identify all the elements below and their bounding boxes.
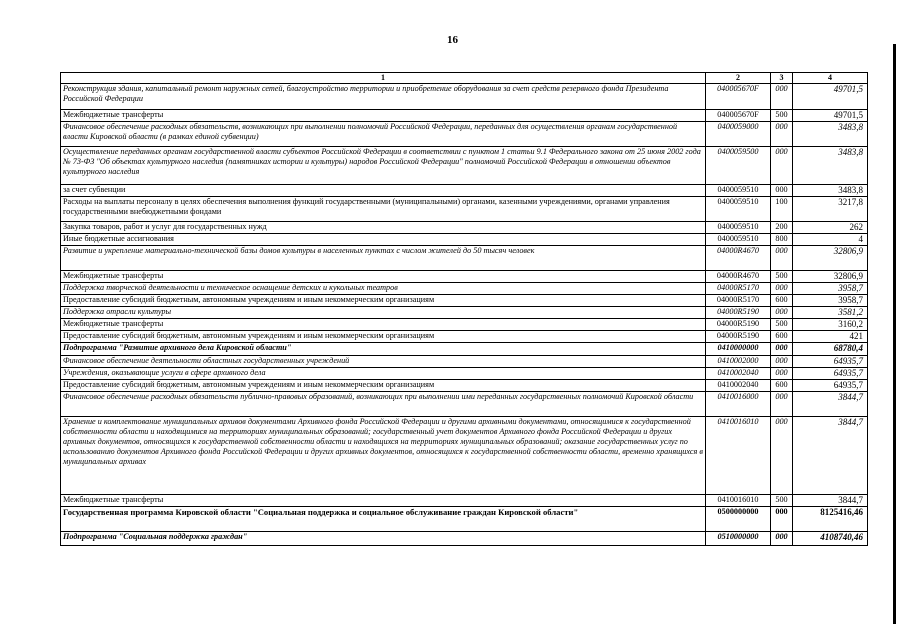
row-text: Финансовое обеспечение деятельности областных государственных учреждений: [61, 355, 706, 367]
row-text: Предоставление субсидий бюджетным, автономным учреждениям и иным некоммерческим организациям: [61, 379, 706, 391]
margin-rule: [893, 44, 896, 624]
row-vr: 000: [771, 531, 793, 545]
table-row: [61, 282, 868, 294]
table-row: [61, 245, 868, 270]
row-amount: 32806,9: [793, 270, 868, 282]
row-code: 0410002040: [706, 367, 771, 379]
table-row: [61, 531, 868, 545]
row-code: 04000R5170: [706, 282, 771, 294]
row-code: 0400059500: [706, 146, 771, 184]
row-amount: 32806,9: [793, 245, 868, 270]
row-code: 0400059000: [706, 121, 771, 146]
row-code: 04000R4670: [706, 270, 771, 282]
row-code: 040005670F: [706, 109, 771, 121]
row-code: 0410016000: [706, 391, 771, 416]
row-text: Межбюджетные трансферты: [61, 318, 706, 330]
row-amount: 3483,8: [793, 146, 868, 184]
table-row: [61, 367, 868, 379]
table-row: [61, 391, 868, 416]
row-code: 0510000000: [706, 531, 771, 545]
row-text: Расходы на выплаты персоналу в целях обеспечения выполнения функций государственными (муниципальными) органами, казенными учреждениями, органами управления государственными внебюджетными фондами: [61, 196, 706, 221]
row-vr: 500: [771, 494, 793, 506]
table-row: [61, 233, 868, 245]
row-amount: 421: [793, 330, 868, 342]
row-text: Межбюджетные трансферты: [61, 270, 706, 282]
header-col-3: 3: [771, 73, 793, 84]
row-text: Развитие и укрепление материально-технической базы домов культуры в населенных пунктах с числом жителей до 50 тысяч человек: [61, 245, 706, 270]
row-vr: 000: [771, 306, 793, 318]
table-row: [61, 306, 868, 318]
row-text: Осуществление переданных органам государственной власти субъектов Российской Федерации в соответствии с пунктом 1 статьи 9.1 Федерального закона от 25 июня 2002 года № 73-ФЗ "Об объектах культурного наследия (памятниках истории и культуры) народов Российской Федерации" полномочий Российской Федерации в отношении объектов культурного наследия: [61, 146, 706, 184]
row-vr: 000: [771, 282, 793, 294]
table-row: [61, 294, 868, 306]
row-code: 04000R5190: [706, 330, 771, 342]
row-amount: 64935,7: [793, 379, 868, 391]
header-col-1: 1: [61, 73, 706, 84]
row-text: Государственная программа Кировской области "Социальная поддержка и социальное обслуживание граждан Кировской области": [61, 506, 706, 531]
row-vr: 000: [771, 355, 793, 367]
row-amount: 64935,7: [793, 367, 868, 379]
row-code: 0400059510: [706, 196, 771, 221]
table-row: [61, 318, 868, 330]
row-amount: 3160,2: [793, 318, 868, 330]
table-row: [61, 270, 868, 282]
row-amount: 3581,2: [793, 306, 868, 318]
row-vr: 000: [771, 83, 793, 109]
row-amount: 49701,5: [793, 83, 868, 109]
row-text: Поддержка творческой деятельности и техническое оснащение детских и кукольных театров: [61, 282, 706, 294]
row-text: Подпрограмма "Развитие архивного дела Кировской области": [61, 342, 706, 355]
page-number: 16: [447, 34, 458, 46]
row-vr: 600: [771, 379, 793, 391]
row-vr: 200: [771, 221, 793, 233]
table-row: [61, 196, 868, 221]
row-code: 0410000000: [706, 342, 771, 355]
row-text: Финансовое обеспечение расходных обязательств, возникающих при выполнении полномочий Российской Федерации, переданных для осуществления органам государственной власти Кировской области (в рамках единой субвенции): [61, 121, 706, 146]
table-row: [61, 83, 868, 109]
row-code: 0410002000: [706, 355, 771, 367]
row-code: 04000R5190: [706, 306, 771, 318]
row-text: Предоставление субсидий бюджетным, автономным учреждениям и иным некоммерческим организациям: [61, 294, 706, 306]
row-vr: 000: [771, 342, 793, 355]
row-amount: 8125416,46: [793, 506, 868, 531]
table-row: [61, 109, 868, 121]
row-vr: 000: [771, 184, 793, 196]
row-amount: 3217,8: [793, 196, 868, 221]
table-row: [61, 416, 868, 494]
table-row: [61, 184, 868, 196]
row-text: Реконструкция здания, капитальный ремонт наружных сетей, благоустройство территории и приобретение оборудования за счет средств резервного фонда Президента Российской Федерации: [61, 83, 706, 109]
row-vr: 000: [771, 245, 793, 270]
row-code: 0400059510: [706, 233, 771, 245]
row-code: 0410016010: [706, 494, 771, 506]
row-code: 04000R4670: [706, 245, 771, 270]
row-vr: 500: [771, 109, 793, 121]
budget-table: [60, 72, 868, 546]
row-code: 0400059510: [706, 221, 771, 233]
row-code: 040005670F: [706, 83, 771, 109]
row-vr: 000: [771, 146, 793, 184]
row-text: Межбюджетные трансферты: [61, 109, 706, 121]
row-amount: 3844,7: [793, 494, 868, 506]
row-amount: 3844,7: [793, 416, 868, 494]
row-code: 0500000000: [706, 506, 771, 531]
row-amount: 3483,8: [793, 184, 868, 196]
row-text: Финансовое обеспечение расходных обязательств публично-правовых образований, возникающих при выполнении ими переданных государственных полномочий Кировской области: [61, 391, 706, 416]
table-row: [61, 342, 868, 355]
row-amount: 3483,8: [793, 121, 868, 146]
row-amount: 68780,4: [793, 342, 868, 355]
row-amount: 4: [793, 233, 868, 245]
row-amount: 3844,7: [793, 391, 868, 416]
row-text: Подпрограмма "Социальная поддержка граждан": [61, 531, 706, 545]
table-row: [61, 121, 868, 146]
row-text: Межбюджетные трансферты: [61, 494, 706, 506]
table-row: [61, 221, 868, 233]
header-col-2: 2: [706, 73, 771, 84]
row-text: Поддержка отрасли культуры: [61, 306, 706, 318]
table-row: [61, 355, 868, 367]
row-vr: 600: [771, 330, 793, 342]
row-vr: 000: [771, 506, 793, 531]
header-col-4: 4: [793, 73, 868, 84]
row-amount: 3958,7: [793, 294, 868, 306]
row-amount: 262: [793, 221, 868, 233]
row-amount: 49701,5: [793, 109, 868, 121]
row-code: 04000R5190: [706, 318, 771, 330]
row-text: Хранение и комплектование муниципальных архивов документами Архивного фонда Российской Федерации и другими архивными документами, относящимися к государственной собственности области и находящимися на территориях муниципальных образований; государственный учет документов Архивного фонда Российской Федерации и других архивных документов, относящихся к государственной собственности области и находящихся на территориях муниципальных образований; оказание государственных услуг по использованию документов Архивного фонда Российской Федерации и других архивных документов, относящихся к государственной собственности области, временно хранящихся в муниципальных архивах: [61, 416, 706, 494]
row-text: Учреждения, оказывающие услуги в сфере архивного дела: [61, 367, 706, 379]
table-row: [61, 506, 868, 531]
row-vr: 000: [771, 391, 793, 416]
row-code: 0410002040: [706, 379, 771, 391]
row-code: 04000R5170: [706, 294, 771, 306]
row-vr: 000: [771, 367, 793, 379]
row-code: 0400059510: [706, 184, 771, 196]
row-vr: 800: [771, 233, 793, 245]
row-vr: 100: [771, 196, 793, 221]
row-vr: 000: [771, 121, 793, 146]
row-vr: 600: [771, 294, 793, 306]
table-row: [61, 146, 868, 184]
table-row: [61, 379, 868, 391]
row-vr: 500: [771, 318, 793, 330]
row-vr: 500: [771, 270, 793, 282]
table-row: [61, 494, 868, 506]
row-text: Иные бюджетные ассигнования: [61, 233, 706, 245]
row-code: 0410016010: [706, 416, 771, 494]
row-text: Закупка товаров, работ и услуг для государственных нужд: [61, 221, 706, 233]
row-text: Предоставление субсидий бюджетным, автономным учреждениям и иным некоммерческим организациям: [61, 330, 706, 342]
row-vr: 000: [771, 416, 793, 494]
table-header-row: [61, 73, 868, 84]
row-text: за счет субвенции: [61, 184, 706, 196]
row-amount: 3958,7: [793, 282, 868, 294]
row-amount: 64935,7: [793, 355, 868, 367]
table-row: [61, 330, 868, 342]
row-amount: 4108740,46: [793, 531, 868, 545]
